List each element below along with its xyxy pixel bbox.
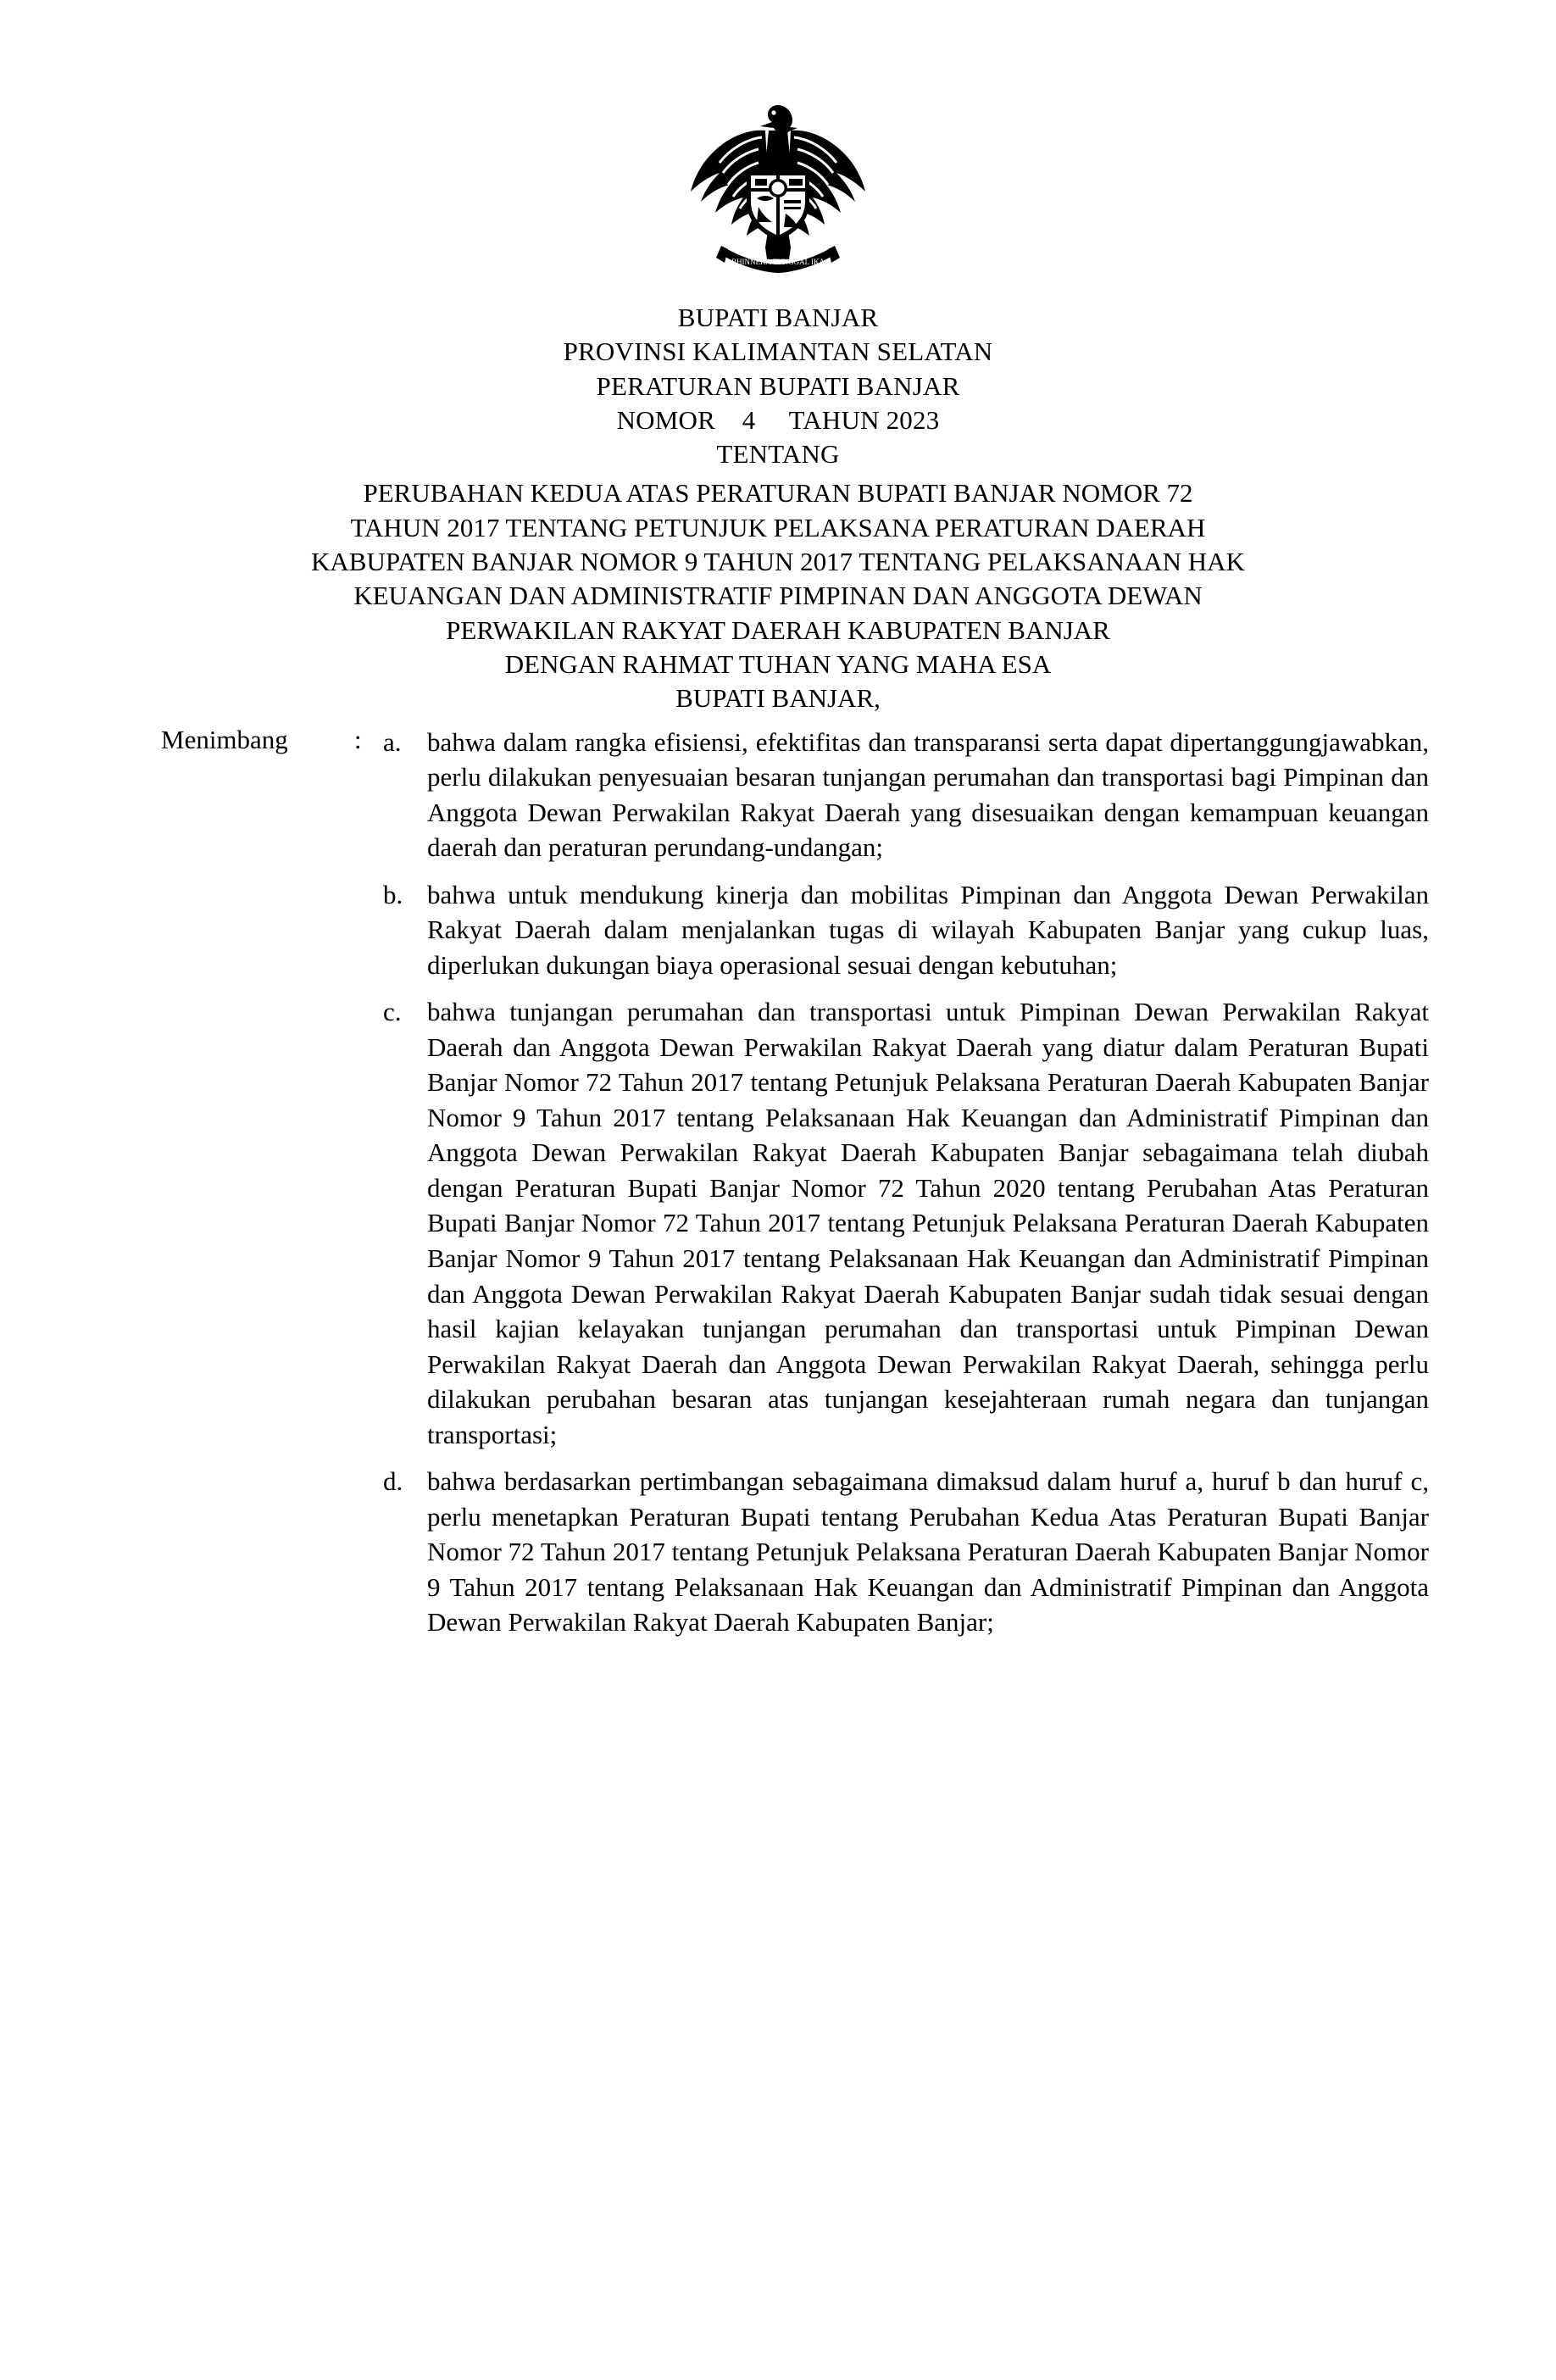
svg-text:BHINNEKA TUNGGAL IKA: BHINNEKA TUNGGAL IKA xyxy=(731,258,825,266)
title-line-1: PERUBAHAN KEDUA ATAS PERATURAN BUPATI BANJAR NOMOR 72 xyxy=(363,478,1193,509)
list-item xyxy=(383,725,1429,865)
document-header xyxy=(127,301,1429,471)
document-title xyxy=(127,476,1429,647)
menimbang-section xyxy=(127,725,1429,1652)
header-line-provinsi: PROVINSI KALIMANTAN SELATAN xyxy=(563,336,993,367)
item-text-d: bahwa berdasarkan pertimbangan sebagaimana dimaksud dalam huruf a, huruf b dan huruf c, perlu menetapkan Peraturan Bupati tentang Perubahan Kedua Atas Peraturan Bupati Banjar Nomor 72 Tahun 2017 tentang Petunjuk Pelaksana Peraturan Daerah Kabupaten Banjar Nomor 9 Tahun 2017 tentang Pelaksanaan Hak Keuangan dan Administratif Pimpinan dan Anggota Dewan Perwakilan Rakyat Daerah Kabupaten Banjar; xyxy=(427,1466,1429,1638)
authority-line: BUPATI BANJAR, xyxy=(675,683,881,714)
blessing-line: DENGAN RAHMAT TUHAN YANG MAHA ESA xyxy=(504,648,1052,679)
title-line-2: TAHUN 2017 TENTANG PETUNJUK PELAKSANA PERATURAN DAERAH xyxy=(350,512,1206,542)
menimbang-label: Menimbang xyxy=(161,724,288,754)
title-line-3: KABUPATEN BANJAR NOMOR 9 TAHUN 2017 TENTANG PELAKSANAAN HAK xyxy=(311,547,1245,577)
title-line-4: KEUANGAN DAN ADMINISTRATIF PIMPINAN DAN ANGGOTA DEWAN xyxy=(353,581,1203,611)
title-line-5: PERWAKILAN RAKYAT DAERAH KABUPATEN BANJAR xyxy=(446,614,1110,645)
menimbang-items xyxy=(383,725,1429,1652)
item-text-a: bahwa dalam rangka efisiensi, efektifitas dan transparansi serta dapat dipertanggungjawabkan, perlu dilakukan penyesuaian besaran tunjangan perumahan dan transportasi bagi Pimpinan dan Anggota Dewan Perwakilan Rakyat Daerah yang disesuaikan dengan kemampuan keuangan daerah dan peraturan perundang-undangan; xyxy=(427,726,1429,863)
item-text-b: bahwa untuk mendukung kinerja dan mobilitas Pimpinan dan Anggota Dewan Perwakilan Rakyat Daerah dalam menjalankan tugas di wilayah Kabupaten Banjar yang cukup luas, diperlukan dukungan biaya operasional sesuai dengan kebutuhan; xyxy=(427,879,1429,980)
list-item xyxy=(383,994,1429,1452)
garuda-pancasila-emblem xyxy=(681,93,875,288)
emblem-container xyxy=(127,93,1429,301)
item-marker-c: c. xyxy=(383,997,402,1027)
list-item xyxy=(383,1464,1429,1640)
header-line-peraturan: PERATURAN BUPATI BANJAR xyxy=(596,370,960,401)
item-marker-a: a. xyxy=(383,726,402,757)
item-text-c: bahwa tunjangan perumahan dan transportasi untuk Pimpinan Dewan Perwakilan Rakyat Daerah dan Anggota Dewan Perwakilan Rakyat Daerah yang diatur dalam Peraturan Bupati Banjar Nomor 72 Tahun 2017 tentang Petunjuk Pelaksana Peraturan Daerah Kabupaten Banjar Nomor 9 Tahun 2017 tentang Pelaksanaan Hak Keuangan dan Administratif Pimpinan dan Anggota Dewan Perwakilan Rakyat Daerah Kabupaten Banjar sebagaimana telah diubah dengan Peraturan Bupati Banjar Nomor 72 Tahun 2020 tentang Perubahan Atas Peraturan Bupati Banjar Nomor 72 Tahun 2017 tentang Petunjuk Pelaksana Peraturan Daerah Kabupaten Banjar Nomor 9 Tahun 2017 tentang Pelaksanaan Hak Keuangan dan Administratif Pimpinan dan Anggota Dewan Perwakilan Rakyat Daerah Kabupaten Banjar sudah tidak sesuai dengan hasil kajian kelayakan tunjangan perumahan dan transportasi untuk Pimpinan Dewan Perwakilan Rakyat Daerah dan Anggota Dewan Perwakilan Rakyat Daerah, sehingga perlu dilakukan perubahan besaran atas tunjangan kesejahteraan rumah negara dan tunjangan transportasi; xyxy=(427,997,1429,1449)
header-line-nomor-tahun: NOMOR 4 TAHUN 2023 xyxy=(616,404,940,435)
list-item xyxy=(383,877,1429,983)
menimbang-colon: : xyxy=(354,724,362,754)
header-line-bupati: BUPATI BANJAR xyxy=(677,303,879,332)
item-marker-d: d. xyxy=(383,1466,403,1497)
item-marker-b: b. xyxy=(383,879,403,909)
tentang-label: TENTANG xyxy=(716,439,840,470)
